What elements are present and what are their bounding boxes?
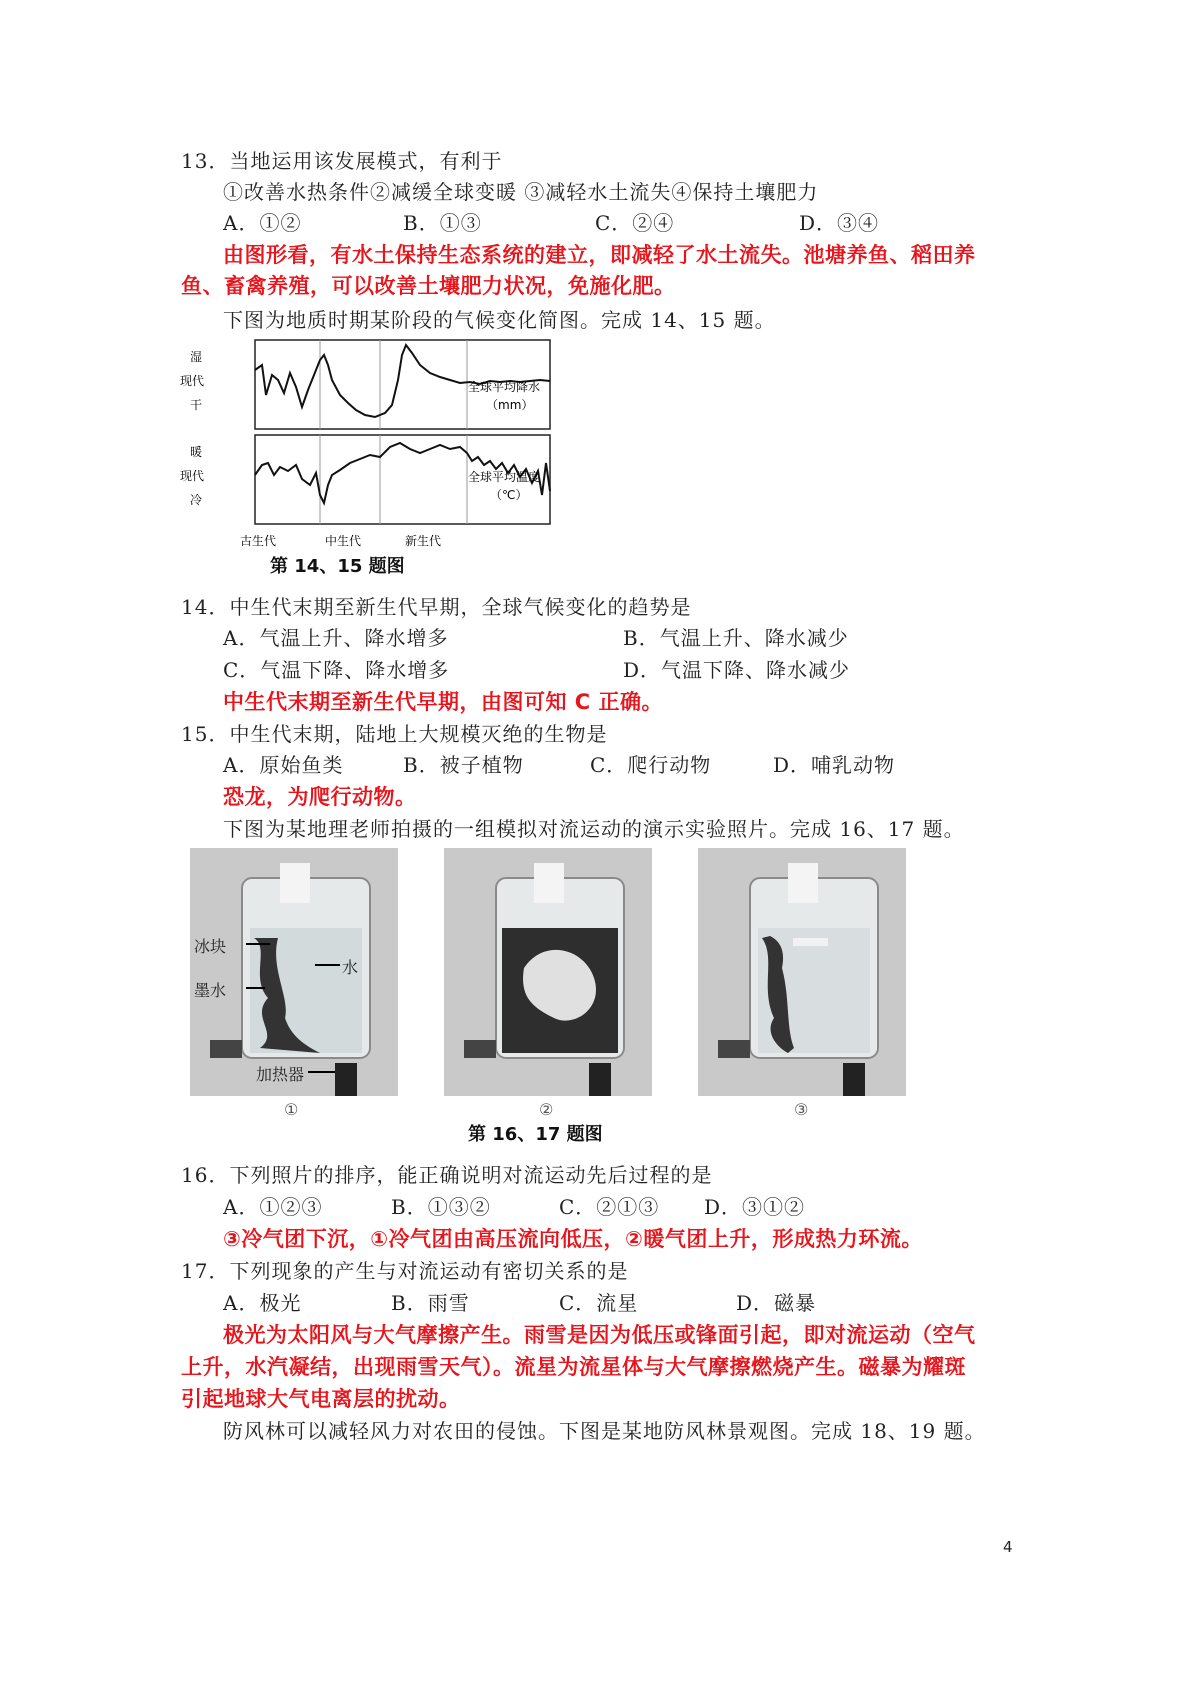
q16-answer: ③冷气团下沉，①冷气团由高压流向低压，②暖气团上升，形成热力环流。 (223, 1227, 923, 1251)
q16-option-c: C．②①③ (559, 1195, 660, 1219)
era-label-cenozoic: 新生代 (405, 534, 442, 548)
temp-axis-bottom: 冷 (190, 493, 203, 507)
q15-option-b: B．被子植物 (403, 753, 524, 777)
precip-axis-bottom: 干 (190, 398, 203, 412)
experiment-photo-2 (444, 848, 652, 1096)
q17-option-b: B．雨雪 (391, 1291, 470, 1315)
q13-stem: 13．当地运用该发展模式，有利于 (181, 149, 503, 173)
label-ink: 墨水 (194, 981, 227, 1000)
q14-option-b: B．气温上升、降水减少 (623, 626, 849, 650)
intro-18-19: 防风林可以减轻风力对农田的侵蚀。下图是某地防风林景观图。完成 18、19 题。 (223, 1419, 986, 1443)
climate-chart (180, 335, 580, 555)
q14-stem: 14．中生代末期至新生代早期，全球气候变化的趋势是 (181, 595, 692, 619)
q16-stem: 16．下列照片的排序，能正确说明对流运动先后过程的是 (181, 1163, 713, 1187)
label-ice: 冰块 (194, 937, 227, 956)
q15-answer: 恐龙，为爬行动物。 (223, 785, 417, 809)
era-label-mesozoic: 中生代 (325, 534, 362, 548)
intro-14-15: 下图为地质时期某阶段的气候变化简图。完成 14、15 题。 (223, 308, 776, 332)
temp-series-label: 全球平均温度 (468, 470, 541, 484)
q13-answer-line2: 鱼、畜禽养殖，可以改善土壤肥力状况，免施化肥。 (181, 274, 676, 298)
q13-answer-line1: 由图形看，有水土保持生态系统的建立，即减轻了水土流失。池塘养鱼、稻田养 (223, 243, 976, 267)
label-heater: 加热器 (256, 1065, 305, 1084)
q13-option-c: C．②④ (595, 211, 675, 235)
photo-number-3: ③ (794, 1100, 809, 1119)
q17-stem: 17．下列现象的产生与对流运动有密切关系的是 (181, 1259, 629, 1283)
q13-option-a: A．①② (223, 211, 302, 235)
temp-axis-mid: 现代 (180, 469, 205, 483)
precip-axis-top: 湿 (190, 350, 203, 364)
q14-option-d: D．气温下降、降水减少 (623, 658, 851, 682)
q14-option-c: C．气温下降、降水增多 (223, 658, 450, 682)
intro-16-17: 下图为某地理老师拍摄的一组模拟对流运动的演示实验照片。完成 16、17 题。 (223, 817, 965, 841)
q17-option-d: D．磁暴 (736, 1291, 817, 1315)
photos-caption: 第 16、17 题图 (468, 1124, 603, 1145)
q13-option-d: D．③④ (799, 211, 880, 235)
q17-answer-line2: 上升，水汽凝结，出现雨雪天气）。流星为流星体与大气摩擦燃烧产生。磁暴为耀斑 (181, 1355, 966, 1379)
q13-items: ①改善水热条件②减缓全球变暖 ③减轻水土流失④保持土壤肥力 (223, 180, 819, 204)
experiment-photo-3 (698, 848, 906, 1096)
q17-answer-line3: 引起地球大气电离层的扰动。 (181, 1387, 461, 1411)
era-label-paleozoic: 古生代 (240, 534, 277, 548)
chart-caption: 第 14、15 题图 (270, 556, 405, 577)
q15-option-c: C．爬行动物 (590, 753, 712, 777)
q16-option-d: D．③①② (704, 1195, 806, 1219)
q15-option-a: A．原始鱼类 (223, 753, 344, 777)
q17-answer-line1: 极光为太阳风与大气摩擦产生。雨雪是因为低压或锋面引起，即对流运动（空气 (223, 1323, 976, 1347)
precip-axis-mid: 现代 (180, 374, 205, 388)
q14-option-a: A．气温上升、降水增多 (223, 626, 449, 650)
q16-option-a: A．①②③ (223, 1195, 323, 1219)
photo-number-2: ② (539, 1100, 554, 1119)
precip-unit-label: （mm） (486, 398, 534, 412)
q17-option-c: C．流星 (559, 1291, 639, 1315)
photo-number-1: ① (284, 1100, 299, 1119)
temp-axis-top: 暖 (190, 445, 203, 459)
page-number: 4 (1003, 1538, 1013, 1556)
q17-option-a: A．极光 (223, 1291, 302, 1315)
temp-unit-label: （℃） (490, 488, 528, 502)
q14-answer: 中生代末期至新生代早期，由图可知 C 正确。 (223, 690, 664, 714)
q15-option-d: D．哺乳动物 (773, 753, 896, 777)
experiment-photo-1 (190, 848, 398, 1096)
q13-option-b: B．①③ (403, 211, 482, 235)
q15-stem: 15．中生代末期，陆地上大规模灭绝的生物是 (181, 722, 608, 746)
label-water: 水 (342, 958, 359, 977)
q16-option-b: B．①③② (391, 1195, 491, 1219)
precip-series-label: 全球平均降水 (468, 380, 541, 394)
